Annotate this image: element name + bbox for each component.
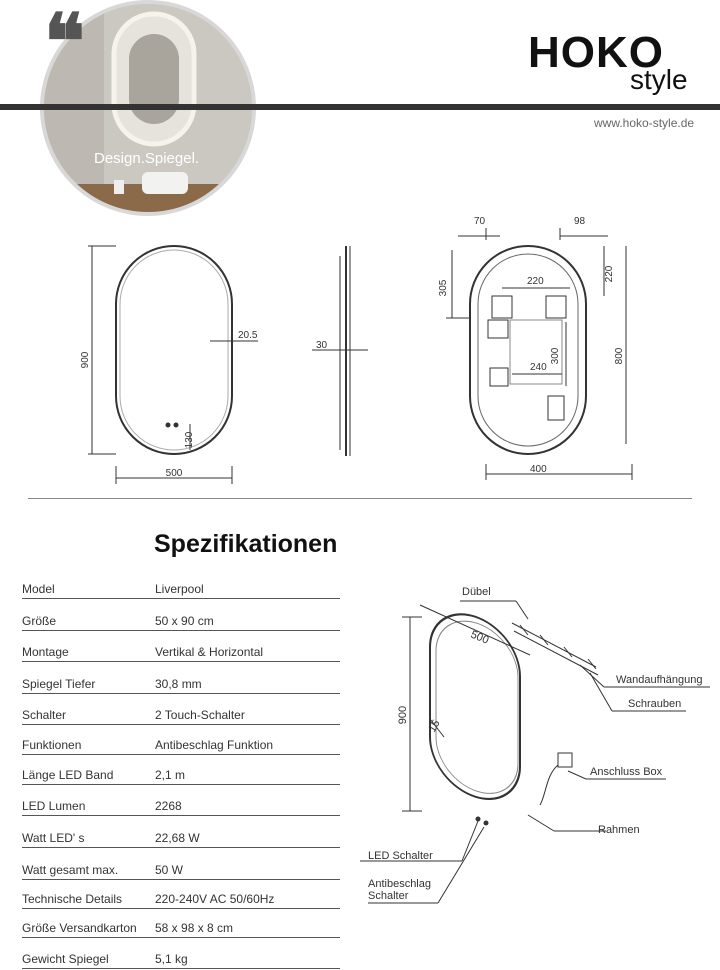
- back-left-label: 70: [474, 216, 486, 227]
- front-mirror-outline: [116, 246, 232, 454]
- antifog-switch-label-1: Antibeschlag: [368, 878, 431, 890]
- back-inner-height-label: 300: [550, 347, 561, 365]
- spec-row: [22, 797, 340, 816]
- screws-label: Schrauben: [628, 698, 682, 710]
- frame-label: Rahmen: [598, 824, 640, 836]
- spec-label: Spiegel Tiefer: [22, 677, 96, 691]
- spec-row: [22, 675, 340, 694]
- spec-value: 2268: [155, 799, 182, 813]
- led-switch-dot: [476, 817, 481, 822]
- brand-logo-subtitle: style: [630, 64, 688, 95]
- back-right-label: 98: [574, 216, 586, 227]
- spec-label: Watt gesamt max.: [22, 863, 119, 877]
- hero-caption: Design.Spiegel.: [94, 150, 200, 167]
- spec-value: Vertikal & Horizontal: [155, 645, 264, 659]
- antifog-switch-label-2: Schalter: [368, 890, 409, 902]
- spec-row: [22, 919, 340, 938]
- header-divider-bar: [0, 104, 720, 110]
- spec-title: Spezifikationen: [154, 530, 338, 558]
- spec-value: 50 x 90 cm: [155, 614, 214, 628]
- quote-mark-icon: ❝: [44, 0, 85, 86]
- spec-row: [22, 890, 340, 909]
- connection-box-label: Anschluss Box: [590, 766, 663, 778]
- spec-value: 30,8 mm: [155, 677, 202, 691]
- exploded-edge-label: 15: [426, 717, 443, 735]
- exploded-width-label: 500: [468, 628, 491, 647]
- spec-label: Technische Details: [22, 892, 123, 906]
- antifog-switch-dot: [174, 423, 179, 428]
- technical-drawing: [0, 210, 720, 500]
- antifog-switch-dot: [484, 821, 489, 826]
- back-top-label: 305: [438, 279, 449, 297]
- spec-value: Liverpool: [155, 582, 204, 596]
- website-link[interactable]: www.hoko-style.de: [594, 116, 695, 130]
- spec-label: Gewicht Spiegel: [22, 952, 109, 966]
- spec-value: 58 x 98 x 8 cm: [155, 921, 234, 935]
- dubel-label: Dübel: [462, 586, 491, 598]
- led-switch-dot: [166, 423, 171, 428]
- spec-row: [22, 736, 340, 755]
- front-height-label: 900: [80, 351, 91, 369]
- spec-label: Größe Versandkarton: [22, 921, 137, 935]
- spec-value: 2 Touch-Schalter: [155, 708, 245, 722]
- back-mount-height-label: 800: [614, 347, 625, 365]
- spec-row: [22, 612, 340, 631]
- front-width-label: 500: [165, 468, 183, 479]
- spec-label: LED Lumen: [22, 799, 86, 813]
- exploded-height-label: 900: [397, 705, 409, 725]
- spec-value: 50 W: [155, 863, 184, 877]
- spec-value: 5,1 kg: [155, 952, 188, 966]
- spec-value: 22,68 W: [155, 831, 200, 845]
- brand-logo: HOKO: [528, 28, 664, 77]
- front-frame-label: 20.5: [238, 330, 258, 341]
- spec-row: [22, 950, 340, 969]
- back-inner-width-label: 240: [530, 362, 547, 373]
- section-divider: [28, 498, 692, 499]
- front-switch-label: 130: [184, 431, 195, 449]
- led-switch-label: LED Schalter: [368, 850, 433, 862]
- spec-row: [22, 829, 340, 848]
- spec-label: Größe: [22, 614, 57, 628]
- front-mirror-inner: [120, 250, 228, 450]
- spec-label: Watt LED' s: [22, 831, 85, 845]
- spec-value: Antibeschlag Funktion: [155, 738, 274, 752]
- spec-label: Model: [22, 582, 55, 596]
- spec-row: [22, 861, 340, 880]
- spec-row: [22, 706, 340, 725]
- spec-row: [22, 766, 340, 785]
- side-depth-label: 30: [316, 340, 328, 351]
- spec-label: Länge LED Band: [22, 768, 114, 782]
- wall-mount-label: Wandaufhängung: [616, 674, 703, 686]
- back-mount-width-label: 400: [530, 464, 547, 475]
- exploded-view-drawing: [350, 575, 720, 920]
- spec-label: Funktionen: [22, 738, 82, 752]
- back-right-offset-label: 220: [604, 265, 615, 283]
- spec-value: 2,1 m: [155, 768, 186, 782]
- spec-row: [22, 643, 340, 662]
- spec-label: Montage: [22, 645, 69, 659]
- spec-value: 220-240V AC 50/60Hz: [155, 892, 275, 906]
- spec-label: Schalter: [22, 708, 67, 722]
- spec-row: [22, 580, 340, 599]
- back-bracket-label: 220: [527, 276, 544, 287]
